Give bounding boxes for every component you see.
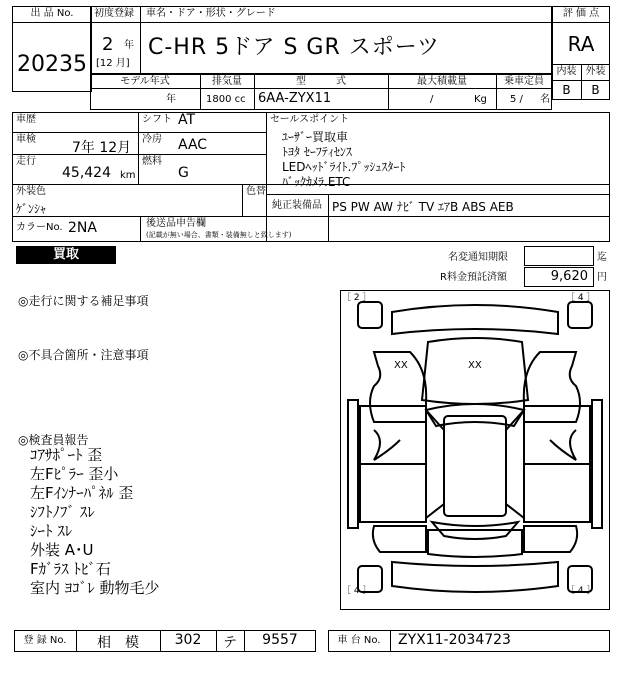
exterior-grade: B bbox=[591, 83, 600, 97]
chassis-label: 車 台 No. bbox=[337, 635, 381, 646]
defects-label: ◎不具合箇所・注意事項 bbox=[18, 348, 149, 362]
sales-point: LEDﾍｯﾄﾞﾗｲﾄ.ﾌﾟｯｼｭｽﾀｰﾄ bbox=[282, 160, 406, 174]
title-label-divider bbox=[90, 22, 552, 23]
inspector-label: ◎検査員報告 bbox=[18, 433, 89, 447]
tire-front-left: ［ 2 ］ bbox=[342, 293, 372, 303]
tire-shape bbox=[358, 302, 382, 328]
a-pillar-left bbox=[426, 410, 444, 430]
capacity-unit: 名 bbox=[540, 94, 550, 105]
tire-shape bbox=[358, 566, 382, 592]
lot-label-divider bbox=[12, 22, 92, 23]
right-skirt bbox=[592, 400, 602, 528]
docs-label: 後送品申告欄 bbox=[146, 218, 206, 229]
model-year-unit: 年 bbox=[166, 94, 176, 105]
mileage-label: 走行 bbox=[16, 156, 36, 167]
driving-notes-label: ◎走行に関する補足事項 bbox=[18, 294, 149, 308]
interior-grade: B bbox=[562, 83, 571, 97]
c-pillar-left bbox=[426, 504, 444, 518]
color-no-value: 2NA bbox=[68, 220, 97, 236]
mileage-unit: km bbox=[120, 170, 136, 181]
inspector-item: 外装 A･U bbox=[30, 541, 94, 559]
displacement-label: 排気量 bbox=[212, 76, 242, 87]
reg-region: 相 模 bbox=[97, 635, 139, 651]
left-side bbox=[370, 352, 426, 422]
inspector-item: 左Fｲﾝﾅｰﾊﾟﾈﾙ 歪 bbox=[30, 484, 134, 502]
lot-number: 20235 bbox=[17, 52, 87, 77]
equipment-label: 純正装備品 bbox=[272, 200, 322, 211]
lot-label: 出 品 No. bbox=[30, 8, 74, 19]
chassis-number: ZYX11-2034723 bbox=[398, 632, 511, 648]
damage-mark-center: XX bbox=[468, 360, 482, 371]
type-value: 6AA-ZYX11 bbox=[258, 91, 332, 106]
equip-col bbox=[328, 194, 329, 242]
repaint-label: 色替 bbox=[246, 186, 266, 197]
inspector-item: 左Fﾋﾟﾗｰ 歪小 bbox=[30, 465, 119, 483]
tire-rear-right: ［ 4 ］ bbox=[566, 586, 596, 596]
deadline-label: 名変通知期限 bbox=[448, 252, 508, 263]
recycle-unit: 円 bbox=[597, 272, 607, 283]
shift-value: AT bbox=[178, 112, 196, 128]
tire-shape bbox=[568, 566, 592, 592]
right-mirror bbox=[550, 430, 576, 460]
grade-label: 評 価 点 bbox=[562, 8, 600, 19]
first-reg-year-unit: 年 bbox=[124, 40, 134, 51]
load-label: 最大積載量 bbox=[417, 76, 467, 87]
ext-color-value: ｹﾞﾝｼｬ bbox=[16, 202, 47, 216]
recycle-label: R料金預託済額 bbox=[440, 272, 507, 283]
sales-point: ﾄﾖﾀ ｾｰﾌﾃｨｾﾝｽ bbox=[282, 145, 352, 159]
sales-point: ﾊﾞｯｸｶﾒﾗ.ETC bbox=[282, 175, 351, 189]
first-reg-label: 初度登録 bbox=[94, 8, 134, 19]
damage-mark-left: XX bbox=[394, 360, 408, 371]
repaint-col bbox=[242, 184, 243, 216]
buyback-badge: 買取 bbox=[16, 246, 116, 264]
car-name: C-HR 5ドア S GR スポーツ bbox=[148, 35, 440, 60]
details-row-2 bbox=[12, 154, 266, 155]
grade-label-divider bbox=[552, 22, 610, 23]
inspector-item: 室内 ﾖｺﾞﾚ 動物毛少 bbox=[30, 579, 160, 597]
equip-top bbox=[266, 194, 610, 195]
details-mid-col bbox=[266, 112, 267, 242]
mileage-value: 45,424 bbox=[62, 165, 111, 181]
reg-number: 9557 bbox=[262, 632, 298, 648]
load-unit: Kg bbox=[474, 94, 487, 105]
car-outline-diagram bbox=[340, 290, 610, 610]
left-skirt bbox=[348, 400, 358, 528]
grade-score: RA bbox=[567, 32, 595, 56]
capacity-value: 5 / bbox=[510, 94, 523, 105]
exterior-label: 外装 bbox=[585, 66, 606, 77]
deadline-unit: 迄 bbox=[597, 252, 607, 263]
spec-row-divider bbox=[90, 88, 552, 89]
details-left-col bbox=[138, 112, 139, 184]
sales-label: セールスポイント bbox=[270, 114, 350, 125]
tire-rear-left: ［ 4 ］ bbox=[342, 586, 372, 596]
interior-label: 内装 bbox=[556, 66, 577, 77]
a-pillar-right bbox=[506, 410, 524, 430]
reg-label: 登 録 No. bbox=[23, 635, 67, 646]
equipment-value: PS PW AW ﾅﾋﾞ TV ｴｱB ABS AEB bbox=[332, 200, 514, 214]
shift-label: シフト bbox=[142, 114, 172, 125]
details-row-1 bbox=[12, 132, 266, 133]
inspection-value: 7年 12月 bbox=[72, 140, 132, 156]
ac-value: AAC bbox=[178, 137, 208, 153]
tire-front-right: ［ 4 ］ bbox=[566, 293, 596, 303]
first-reg-year: 2 bbox=[102, 34, 114, 55]
color-no-label: カラーNo. bbox=[16, 222, 63, 233]
inspection-label: 車検 bbox=[16, 134, 36, 145]
first-reg-month: [12 月] bbox=[96, 58, 130, 69]
reg-kana: テ bbox=[223, 635, 237, 651]
load-value: / bbox=[430, 94, 434, 105]
reg-class: 302 bbox=[174, 632, 202, 648]
sales-point: ﾕｰｻﾞｰ買取車 bbox=[282, 130, 349, 144]
type-label: 型 式 bbox=[296, 76, 346, 87]
history-label: 車歴 bbox=[16, 114, 36, 125]
right-rear-quarter bbox=[524, 526, 577, 552]
fuel-value: G bbox=[178, 165, 189, 181]
docs-note: (記載が無い場合、書類・装備無しと致します) bbox=[146, 231, 292, 239]
c-pillar-right bbox=[506, 504, 524, 518]
left-rear-quarter bbox=[373, 526, 426, 552]
first-reg-divider bbox=[140, 6, 141, 74]
deadline-box bbox=[524, 246, 594, 266]
recycle-value: 9,620 bbox=[550, 269, 588, 284]
details-row-4 bbox=[12, 216, 610, 217]
fuel-label: 燃料 bbox=[142, 156, 162, 167]
ac-label: 冷房 bbox=[142, 134, 162, 145]
model-year-label: モデル年式 bbox=[120, 76, 170, 87]
capacity-label: 乗車定員 bbox=[504, 76, 544, 87]
hood bbox=[422, 338, 528, 404]
displacement-value: 1800 cc bbox=[206, 94, 246, 105]
roof bbox=[444, 416, 506, 516]
left-mirror bbox=[374, 430, 400, 460]
ext-color-label: 外装色 bbox=[16, 186, 46, 197]
inspector-item: ｼｰﾄ ｽﾚ bbox=[30, 522, 73, 540]
right-side bbox=[524, 352, 580, 422]
inspector-item: ｺｱｻﾎﾟｰﾄ 歪 bbox=[30, 446, 103, 464]
chassis-col bbox=[390, 630, 391, 652]
inspector-item: ｼﾌﾄﾉﾌﾞ ｽﾚ bbox=[30, 503, 95, 521]
inspector-item: Fｶﾞﾗｽ ﾄﾋﾞ石 bbox=[30, 560, 111, 578]
color-no-col bbox=[140, 216, 141, 242]
tire-shape bbox=[568, 302, 592, 328]
grade-sub-divider2 bbox=[552, 80, 610, 81]
rear-bumper bbox=[392, 562, 558, 592]
name-label: 車名・ドア・形状・グレード bbox=[146, 8, 276, 19]
front-bumper bbox=[392, 305, 558, 334]
